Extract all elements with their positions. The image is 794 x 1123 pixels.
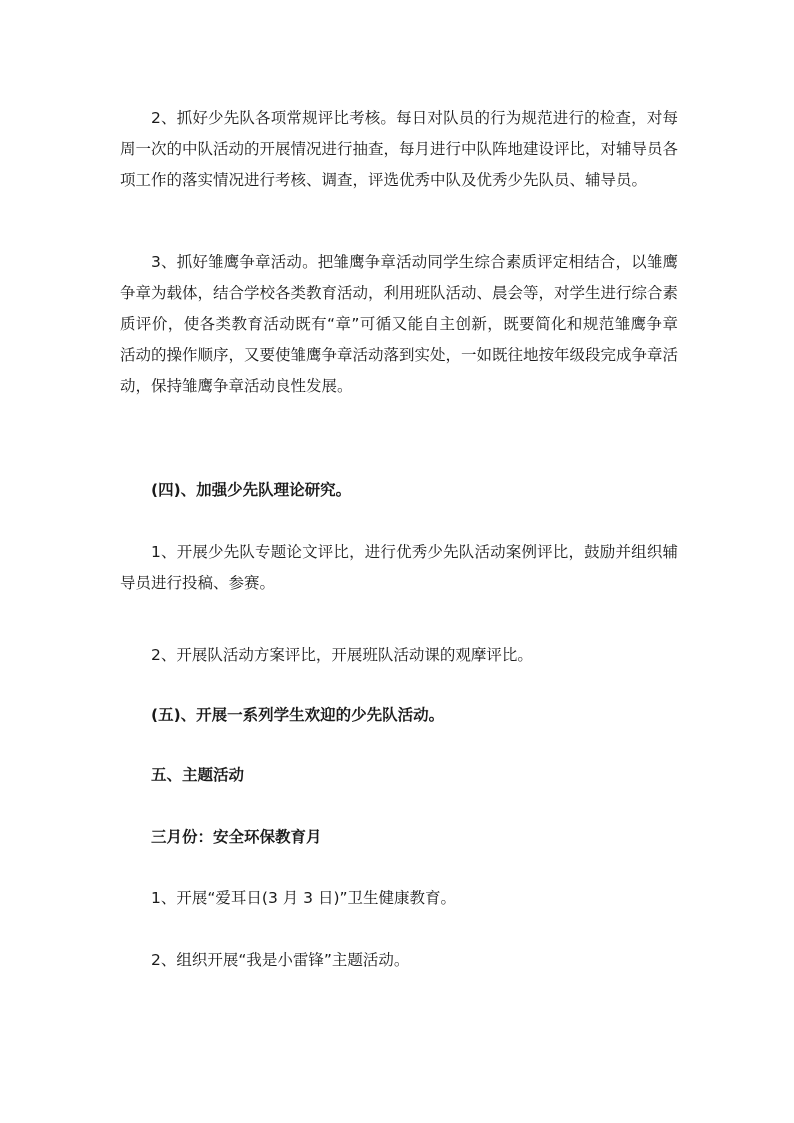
paragraph-ear-day: 1、开展“爱耳日(3 月 3 日)”卫生健康教育。 — [151, 889, 457, 907]
heading-theme-activities: 五、主题活动 — [151, 766, 245, 784]
paragraph-little-leifeng: 2、组织开展“我是小雷锋”主题活动。 — [151, 951, 410, 969]
paragraph-routine-evaluation: 2、抓好少先队各项常规评比考核。每日对队员的行为规范进行的检查，对每周一次的中队活动的开展情况进行抽查，每月进行中队阵地建设评比，对辅导员各项工作的落实情况进行考核、调查，评选优秀中队及优秀少先队员、辅导员。 — [120, 109, 679, 189]
heading-march: 三月份：安全环保教育月 — [151, 828, 322, 846]
paragraph-activity-plan: 2、开展队活动方案评比，开展班队活动课的观摩评比。 — [151, 646, 533, 664]
heading-student-activities: (五)、开展一系列学生欢迎的少先队活动。 — [151, 706, 445, 724]
paragraph-eagle-badge: 3、抓好雏鹰争章活动。把雏鹰争章活动同学生综合素质评定相结合，以雏鹰争章为载体，结合学校各类教育活动，利用班队活动、晨会等，对学生进行综合素质评价，使各类教育活动既有“章”可循又能自主创新，既要简化和规范雏鹰争章活动的操作顺序，又要使雏鹰争章活动落到实处，一如既往地按年级段完成争章活动，保持雏鹰争章活动良性发展。 — [120, 253, 679, 395]
heading-theory-research: (四)、加强少先队理论研究。 — [151, 481, 352, 499]
paragraph-paper-evaluation: 1、开展少先队专题论文评比，进行优秀少先队活动案例评比，鼓励并组织辅导员进行投稿、参赛。 — [120, 543, 678, 592]
